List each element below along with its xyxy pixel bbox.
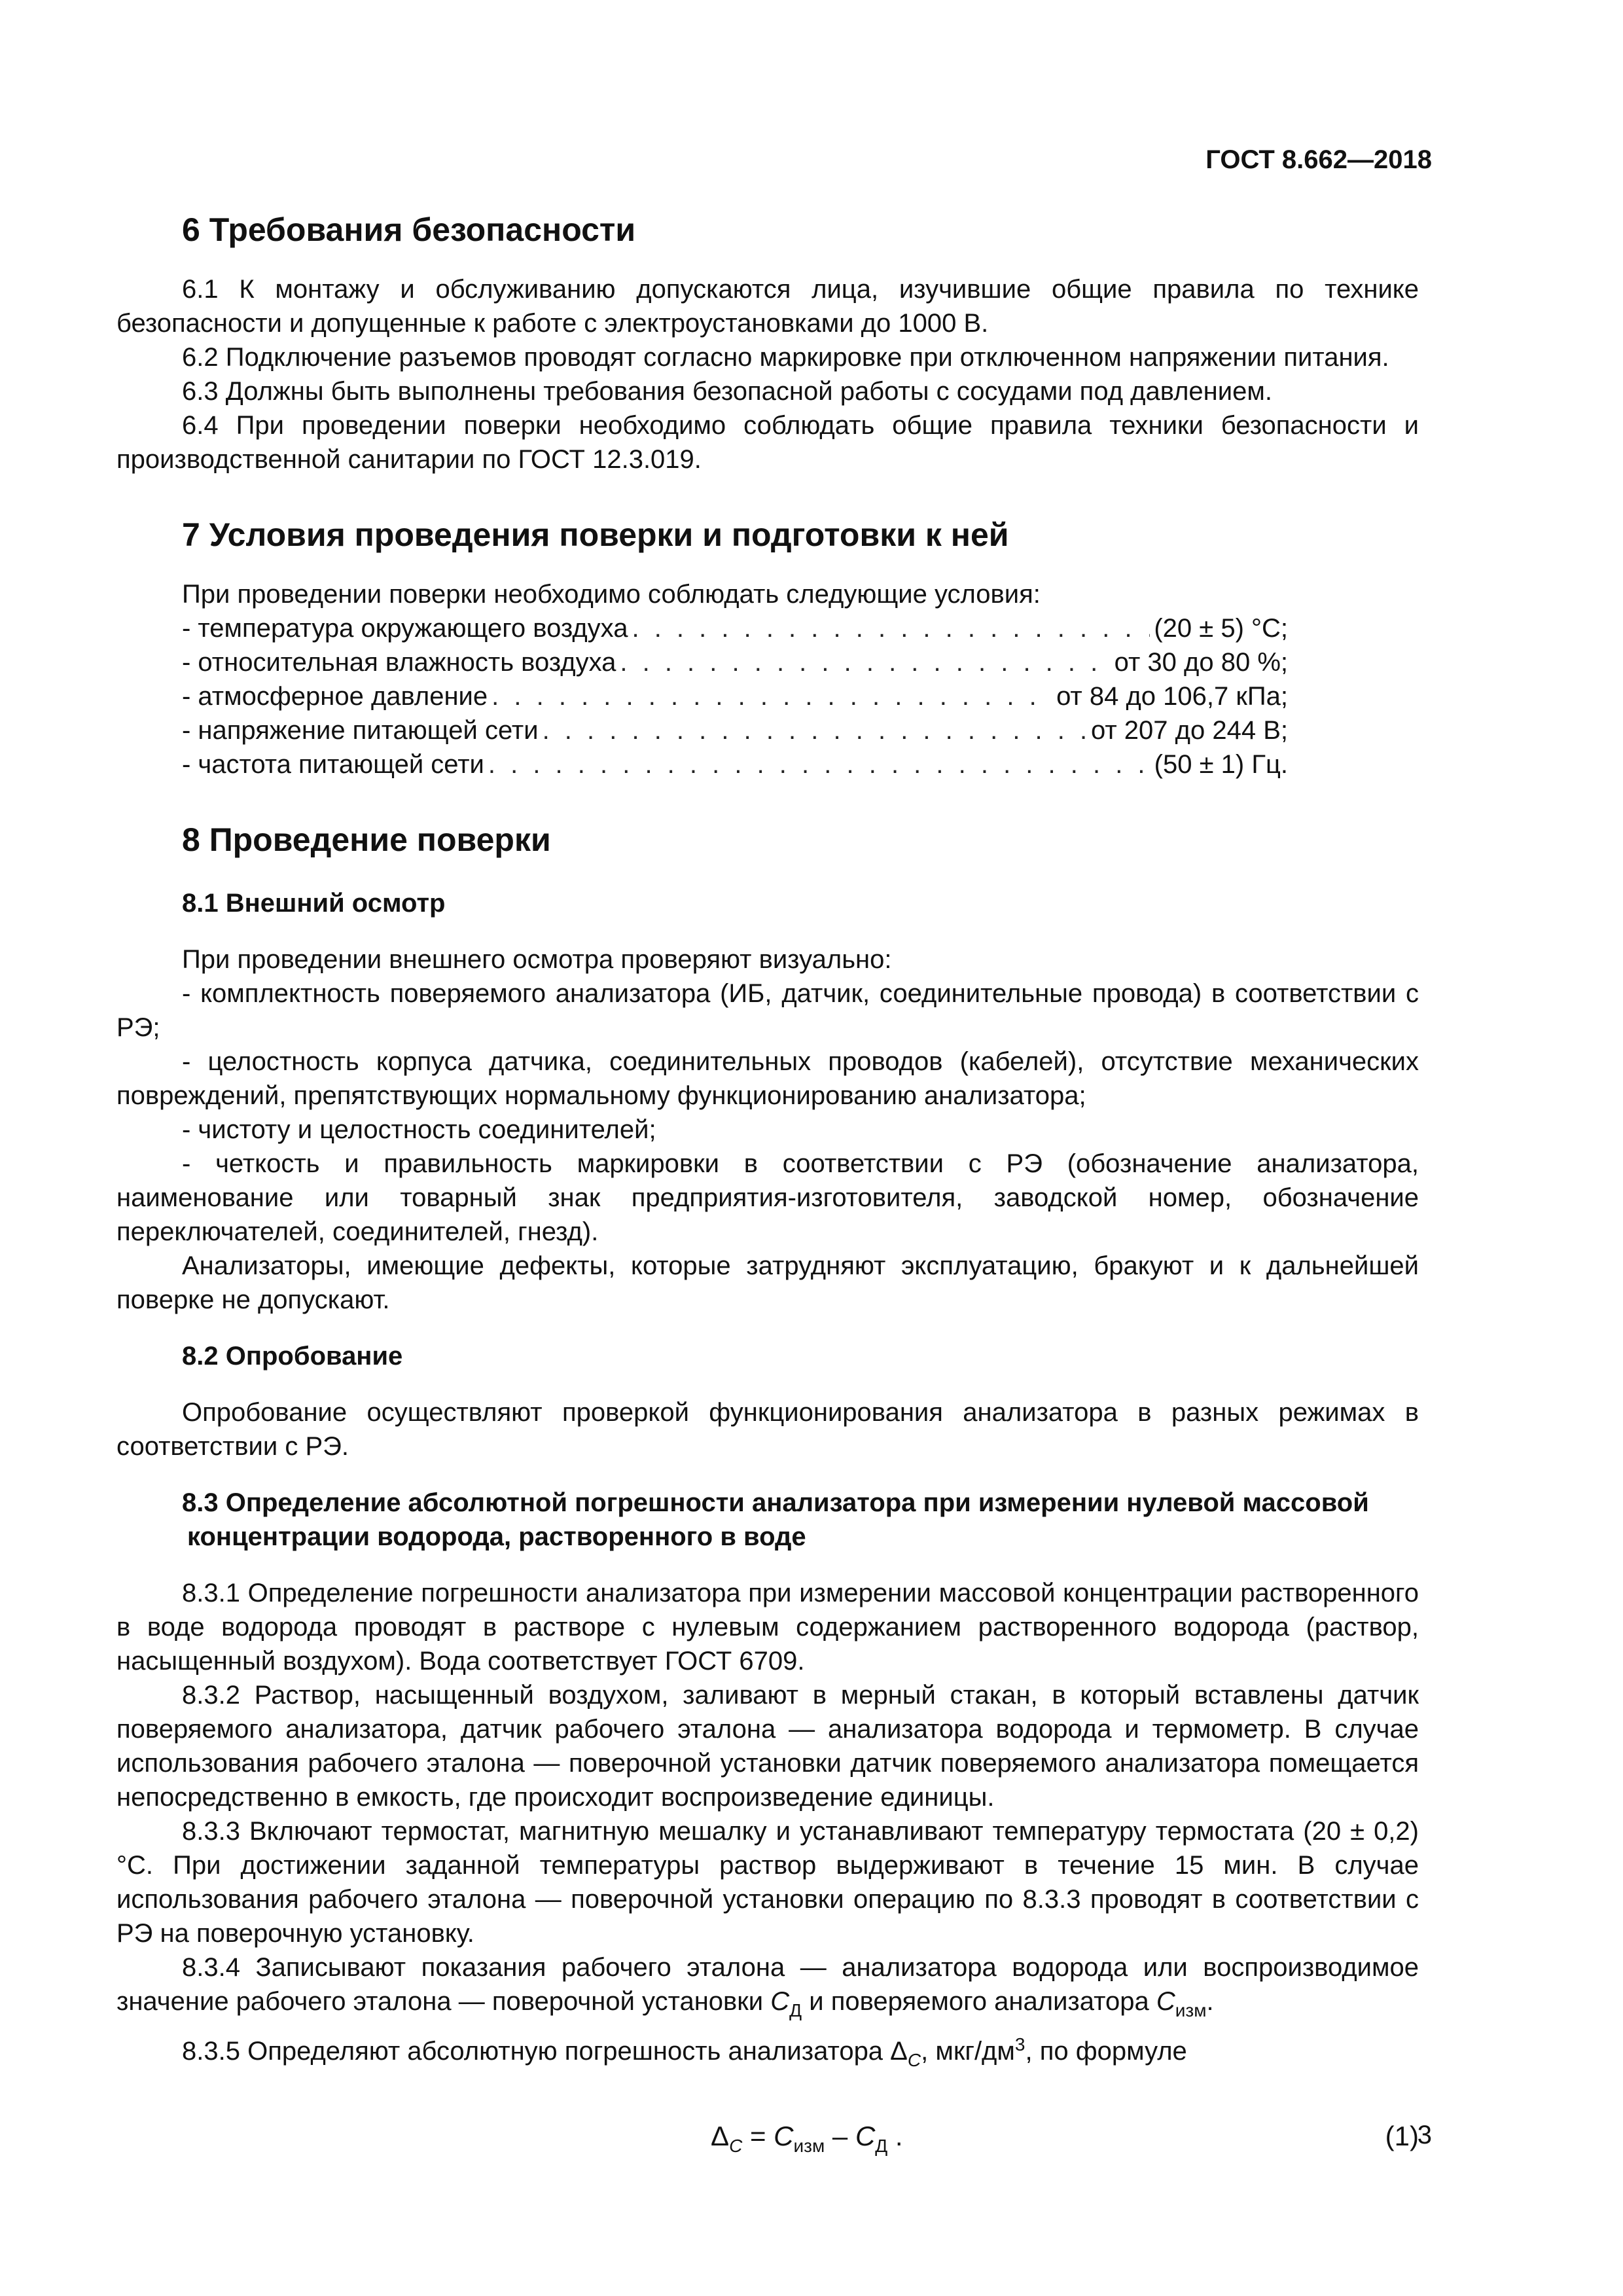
condition-value: от 84 до 106,7 кПа;	[1056, 682, 1288, 711]
dot-leader	[488, 747, 1150, 781]
condition-value: от 30 до 80 %;	[1114, 648, 1288, 677]
condition-row	[182, 679, 1288, 713]
c-izm-subscript: изм	[793, 2136, 825, 2156]
inspection-item: - чистоту и целостность соединителей;	[182, 1115, 656, 1144]
formula-row	[116, 2108, 1419, 2166]
formula-number: (1)	[1385, 2121, 1419, 2151]
dot-leader	[543, 713, 1087, 747]
subsection-8-2-title: 8.2 Опробование	[182, 1342, 403, 1371]
condition-value: от 207 до 244 В;	[1091, 716, 1288, 745]
equals-sign: =	[742, 2121, 774, 2151]
minus-sign: –	[825, 2121, 855, 2151]
dot-leader	[491, 679, 1052, 713]
p834-mid: и поверяемого анализатора	[802, 1987, 1156, 2016]
delta-symbol: Δ	[711, 2121, 730, 2151]
dot-leader	[620, 645, 1110, 679]
inspection-item: - четкость и правильность маркировки в соответствии с РЭ (обозначение анализатора, наименование или товарный знак предприятия-изготовителя, заводской номер, обозначение переключателей, соединителей, гнезд).	[116, 1149, 1419, 1246]
document-id: ГОСТ 8.662—2018	[1205, 145, 1432, 174]
p835-unit: , мкг/дм	[921, 2037, 1015, 2066]
condition-row	[182, 645, 1288, 679]
conditions-list	[116, 611, 1419, 781]
inspection-intro: При проведении внешнего осмотра проверяют визуально:	[182, 945, 892, 974]
superscript-3: 3	[1014, 2034, 1026, 2054]
paragraph-6-1: 6.1 К монтажу и обслуживанию допускаются лица, изучившие общие правила по технике безопасности и допущенные к работе с электроустановками до 1000 В.	[116, 275, 1419, 338]
c-izm-symbol: С	[774, 2121, 794, 2151]
subscript-izm: изм	[1175, 2000, 1207, 2020]
symbol-c-d: С	[770, 1987, 790, 2016]
p834-end: .	[1206, 1987, 1214, 2016]
subsection-8-3-title-line1: 8.3 Определение абсолютной погрешности анализатора при измерении нулевой массовой	[182, 1488, 1369, 1517]
condition-row	[182, 747, 1288, 781]
paragraph-6-3: 6.3 Должны быть выполнены требования безопасной работы с сосудами под давлением.	[182, 377, 1272, 406]
condition-label: - температура окружающего воздуха	[182, 614, 628, 643]
dot-leader	[632, 611, 1150, 645]
conditions-intro: При проведении поверки необходимо соблюдать следующие условия:	[182, 580, 1041, 609]
paragraph-8-3-1: 8.3.1 Определение погрешности анализатора при измерении массовой концентрации растворенного в воде водорода проводят в растворе с нулевым содержанием растворенного водорода (раствор, насыщенный воздухом). Вода соответствует ГОСТ 6709.	[116, 1579, 1419, 1676]
paragraph-8-2: Опробование осуществляют проверкой функционирования анализатора в разных режимах в соответствии с РЭ.	[116, 1398, 1419, 1461]
p835-end: , по формуле	[1025, 2037, 1187, 2066]
p835-text: 8.3.5 Определяют абсолютную погрешность анализатора Δ	[182, 2037, 908, 2066]
subscript-d: Д	[789, 2000, 802, 2020]
condition-label: - атмосферное давление	[182, 682, 488, 711]
subsection-8-1-title: 8.1 Внешний осмотр	[182, 889, 446, 918]
inspection-item: - комплектность поверяемого анализатора (ИБ, датчик, соединительные провода) в соответствии с РЭ;	[116, 979, 1419, 1042]
symbol-c-izm: С	[1156, 1987, 1175, 2016]
paragraph-8-3-3: 8.3.3 Включают термостат, магнитную мешалку и устанавливают температуру термостата (20 ± 0,2) °С. При достижении заданной температуры раствор выдерживают в течение 15 мин. В случае использования рабочего эталона — поверочной установки операцию по 8.3.3 проводят в соответствии с РЭ на поверочную установку.	[116, 1817, 1419, 1948]
formula-1	[711, 2119, 903, 2163]
delta-subscript: C	[729, 2136, 743, 2156]
condition-value: (50 ± 1) Гц.	[1154, 750, 1288, 779]
paragraph-8-3-2: 8.3.2 Раствор, насыщенный воздухом, заливают в мерный стакан, в который вставлены датчик поверяемого анализатора, датчик рабочего эталона — анализатора водорода и термометр. В случае использования рабочего эталона — поверочной установки датчик поверяемого анализатора помещается непосредственно в емкость, где происходит воспроизведение единицы.	[116, 1681, 1419, 1812]
c-d-symbol: С	[855, 2121, 876, 2151]
paragraph-8-3-5	[116, 2028, 1419, 2077]
subsection-8-3-title	[116, 1486, 1419, 1554]
formula-end: .	[887, 2121, 903, 2151]
page-number: 3	[1417, 2121, 1432, 2149]
paragraph-6-4: 6.4 При проведении поверки необходимо соблюдать общие правила техники безопасности и производственной санитарии по ГОСТ 12.3.019.	[116, 411, 1419, 474]
condition-label: - относительная влажность воздуха	[182, 648, 616, 677]
inspection-item: - целостность корпуса датчика, соединительных проводов (кабелей), отсутствие механических повреждений, препятствующих нормальному функционированию анализатора;	[116, 1047, 1419, 1110]
section-7-title: 7 Условия проведения поверки и подготовки к ней	[182, 516, 1009, 553]
paragraph-6-2: 6.2 Подключение разъемов проводят согласно маркировке при отключенном напряжении питания.	[182, 343, 1389, 372]
condition-label: - частота питающей сети	[182, 750, 484, 779]
inspection-conclusion: Анализаторы, имеющие дефекты, которые затрудняют эксплуатацию, бракуют и к дальнейшей поверке не допускают.	[116, 1251, 1419, 1314]
document-body	[116, 209, 1419, 2166]
section-8-title: 8 Проведение поверки	[182, 821, 551, 858]
condition-row	[182, 611, 1288, 645]
paragraph-8-3-4	[116, 1950, 1419, 2028]
section-6-title: 6 Требования безопасности	[182, 211, 636, 248]
condition-value: (20 ± 5) °С;	[1154, 614, 1288, 643]
condition-row	[182, 713, 1288, 747]
c-d-subscript: Д	[875, 2136, 888, 2156]
p834-text: 8.3.4 Записывают показания рабочего эталона — анализатора водорода или воспроизводимое значение рабочего эталона — поверочной установки	[116, 1953, 1419, 2016]
subscript-c: C	[907, 2050, 921, 2070]
subsection-8-3-title-line2: концентрации водорода, растворенного в воде	[187, 1522, 806, 1551]
condition-label: - напряжение питающей сети	[182, 716, 539, 745]
